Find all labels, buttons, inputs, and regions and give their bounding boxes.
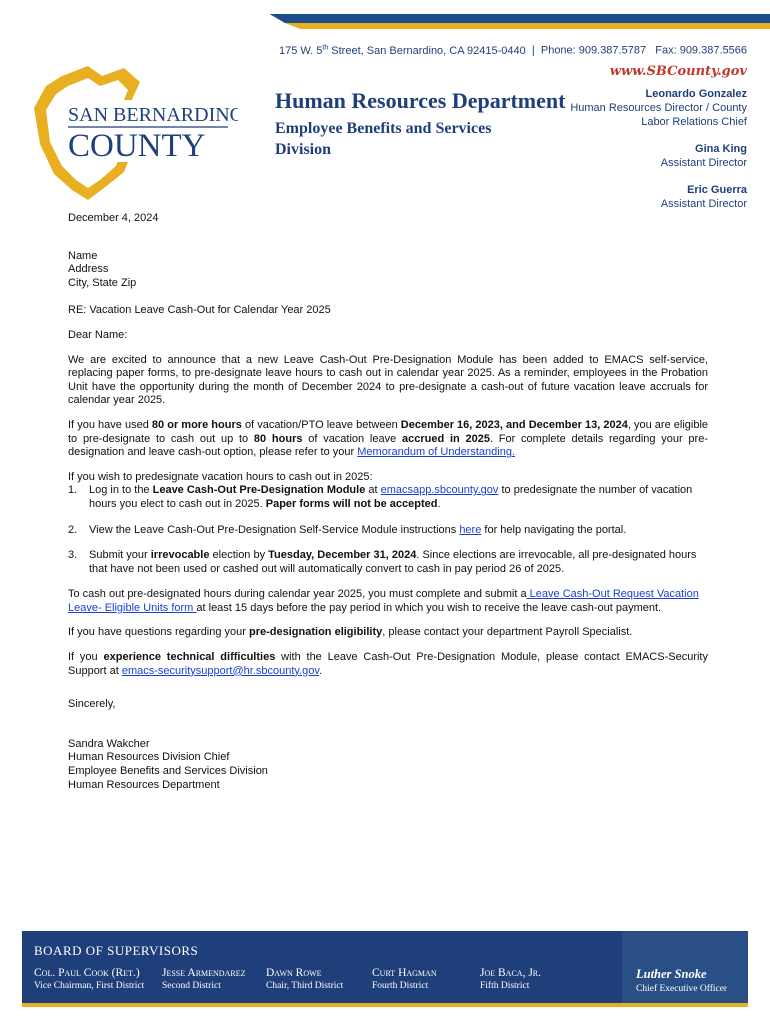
supervisor: Jesse Armendarez Second District bbox=[162, 967, 246, 991]
ceo-role: Chief Executive Officer bbox=[636, 984, 728, 994]
division-title: Employee Benefits and Services Division bbox=[275, 120, 492, 158]
recipient-address: Name Address City, State Zip bbox=[68, 249, 137, 289]
logo-text-1: SAN BERNARDINO bbox=[68, 104, 238, 126]
paragraph-questions: If you have questions regarding your pre-designation eligibility, please contact your department Payroll Specialist. bbox=[68, 626, 633, 639]
step-item: 3. Submit your irrevocable election by Tuesday, December 31, 2024. Since elections are irrevocable, all pre-designated hours that have not been used or cashed out will automatically convert to cash in pay period 26 of 2025. bbox=[68, 549, 697, 575]
step-item: 2. View the Leave Cash-Out Pre-Designation Self-Service Module instructions here for help navigating the portal. bbox=[68, 523, 627, 536]
supervisor: Curt Hagman Fourth District bbox=[372, 967, 437, 991]
staff-title: Assistant Director bbox=[660, 157, 747, 169]
supervisor: Joe Baca, Jr. Fifth District bbox=[480, 967, 542, 991]
letter-date: December 4, 2024 bbox=[68, 212, 159, 224]
staff-name: Gina King bbox=[695, 143, 747, 155]
header-rule-blue bbox=[0, 14, 770, 23]
instructions-link[interactable]: here bbox=[459, 523, 482, 536]
paragraph-cashout: To cash out pre-designated hours during calendar year 2025, you must complete and submit a Leave Cash-Out Request Vacation Leave- Eligible Units form at least 15 days before the pay period in which you wish to receive the leave cash-out payment. bbox=[68, 588, 699, 614]
board-heading: BOARD OF SUPERVISORS bbox=[34, 943, 199, 958]
steps-intro: If you wish to predesignate vacation hours to cash out in 2025: bbox=[68, 470, 373, 483]
header-rule bbox=[0, 14, 770, 44]
support-email-link[interactable]: emacs-securitysupport@hr.sbcounty.gov bbox=[121, 664, 320, 677]
request-form-link[interactable]: Leave Cash-Out Request Vacation Leave- Eligible Units form bbox=[68, 588, 699, 614]
website-link[interactable]: www.SBCounty.gov bbox=[609, 64, 747, 79]
separator: | bbox=[531, 44, 535, 57]
paragraph-intro: We are excited to announce that a new Leave Cash-Out Pre-Designation Module has been added to EMACS self-service, replacing paper forms, to pre-designate leave hours to cash out in calendar year 2025. As a reminder, employees in the Probation Unit have the opportunity during the month of December 2024 to pre-designate a cash-out of future vacation leave accruals for calendar year 2025. bbox=[68, 353, 708, 407]
footer bbox=[0, 931, 770, 1003]
header-rule-gold bbox=[0, 23, 770, 29]
salutation: Dear Name: bbox=[68, 328, 128, 341]
logo-text-2: COUNTY bbox=[68, 128, 206, 164]
staff-title: Human Resources Director / County Labor Relations Chief bbox=[570, 102, 747, 128]
closing: Sincerely, bbox=[68, 698, 116, 711]
ceo-name: Luther Snoke bbox=[636, 967, 707, 981]
address: 175 W. 5th Street, San Bernardino, CA 92415-0440 bbox=[278, 44, 526, 57]
supervisor: Dawn Rowe Chair, Third District bbox=[266, 967, 344, 991]
emacs-app-link[interactable]: emacsapp.sbcounty.gov bbox=[380, 484, 499, 497]
signature-block: Sandra Wakcher Human Resources Division Chief Employee Benefits and Services Division Human Resources Department bbox=[68, 737, 268, 791]
contact-line bbox=[255, 44, 747, 57]
staff-list bbox=[547, 87, 747, 211]
staff-title: Assistant Director bbox=[660, 198, 747, 210]
fax: Fax: 909.387.5566 bbox=[655, 44, 747, 57]
paragraph-eligibility: If you have used 80 or more hours of vacation/PTO leave between December 16, 2023, and December 13, 2024, you are eligible to pre-designate to cash out up to 80 hours of vacation leave accrued in 2025. For complete details regarding your pre-designation and leave cash-out option, please refer to your Memorandum of Understanding. bbox=[68, 418, 709, 459]
staff-name: Leonardo Gonzalez bbox=[645, 88, 747, 100]
mou-link[interactable]: Memorandum of Understanding. bbox=[357, 446, 515, 459]
re-line: RE: Vacation Leave Cash-Out for Calendar Year 2025 bbox=[68, 304, 331, 317]
steps-list bbox=[68, 471, 708, 577]
footer-gold-bar bbox=[22, 1003, 748, 1007]
step-item: 1. Log in to the Leave Cash-Out Pre-Designation Module at emacsapp.sbcounty.gov to predesignate the number of vacation hours you elect to cash out in 2025. Paper forms will not be accepted. bbox=[68, 484, 693, 510]
supervisor: Col. Paul Cook (Ret.) Vice Chairman, First District bbox=[34, 967, 145, 991]
ceo bbox=[636, 967, 727, 994]
staff-name: Eric Guerra bbox=[687, 184, 747, 196]
letter-body bbox=[68, 212, 708, 803]
department-title: Human Resources Department bbox=[275, 88, 566, 113]
paragraph-support: If you experience technical difficulties with the Leave Cash-Out Pre-Designation Module, please contact EMACS-Security Support at emacs-securitysupport@hr.sbcounty.gov. bbox=[68, 651, 708, 677]
county-logo bbox=[28, 64, 238, 204]
phone: Phone: 909.387.5787 bbox=[540, 44, 647, 57]
